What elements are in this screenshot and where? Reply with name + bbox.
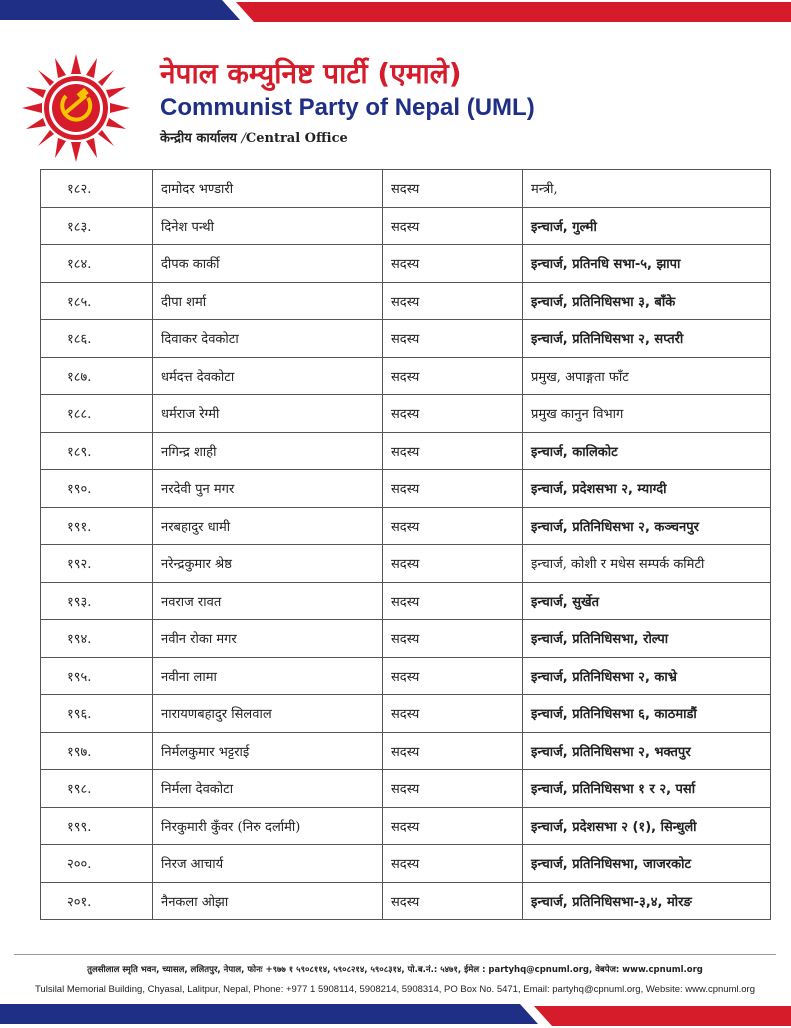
member-name: निरज आचार्य [153,845,383,883]
member-role: सदस्य [383,807,523,845]
member-role: सदस्य [383,732,523,770]
member-responsibility: इन्चार्ज, प्रतिनिधिसभा २, भक्तपुर [523,732,771,770]
table-row [41,170,771,208]
row-number: २००. [41,845,153,883]
member-responsibility: इन्चार्ज, कालिकोट [523,432,771,470]
member-responsibility: इन्चार्ज, प्रतिनिधिसभा २, काभ्रे [523,657,771,695]
row-number: १९८. [41,770,153,808]
table-row [41,432,771,470]
member-responsibility: इन्चार्ज, प्रतिनिधिसभा २, कञ्चनपुर [523,507,771,545]
member-role: सदस्य [383,620,523,658]
table-row [41,732,771,770]
member-name: नरबहादुर धामी [153,507,383,545]
member-role: सदस्य [383,507,523,545]
footer-address-english: Tulsilal Memorial Building, Chyasal, Lalitpur, Nepal, Phone: +977 1 5908114, 5908214, 5908314, PO Box No. 5471, Email: partyhq@cpnuml.org, Website: www.cpnuml.org [34,984,755,995]
footer-divider [14,954,776,955]
table-row [41,582,771,620]
table-row [41,807,771,845]
member-role: सदस्य [383,582,523,620]
member-responsibility: इन्चार्ज, प्रतिनिधिसभा ६, काठमाडौं [523,695,771,733]
member-name: नवीन रोका मगर [153,620,383,658]
members-table [40,169,771,920]
row-number: २०१. [41,882,153,920]
bottom-color-band [0,1004,791,1028]
member-responsibility: इन्चार्ज, सुर्खेत [523,582,771,620]
row-number: १९३. [41,582,153,620]
row-number: १९१. [41,507,153,545]
footer-address-nepali: तुलसीलाल स्मृति भवन, च्यासल, ललितपुर, नेपाल, फोनः +९७७ १ ५९०८११४, ५९०८२१४, ५९०८३१४, पो.ब.नं.: ५४७१, ईमेल : partyhq@cpnuml.org, वेबपेज: www.cpnuml.org [87,965,703,975]
member-responsibility: इन्चार्ज, कोशी र मधेस सम्पर्क कमिटी [523,545,771,583]
member-responsibility: इन्चार्ज, प्रतिनिधिसभा-३,४, मोरङ [523,882,771,920]
row-number: १९२. [41,545,153,583]
member-responsibility: प्रमुख कानुन विभाग [523,395,771,433]
row-number: १९६. [41,695,153,733]
table-row [41,470,771,508]
table-row [41,357,771,395]
member-name: नारायणबहादुर सिलवाल [153,695,383,733]
member-role: सदस्य [383,470,523,508]
member-role: सदस्य [383,395,523,433]
members-table-body [41,170,771,920]
table-row [41,882,771,920]
row-number: १९४. [41,620,153,658]
party-name-english: Communist Party of Nepal (UML) [160,94,535,121]
member-role: सदस्य [383,845,523,883]
member-name: नरेन्द्रकुमार श्रेष्ठ [153,545,383,583]
table-row [41,657,771,695]
member-responsibility: इन्चार्ज, प्रदेशसभा २, म्याग्दी [523,470,771,508]
row-number: १९०. [41,470,153,508]
member-name: धर्मदत्त देवकोटा [153,357,383,395]
member-responsibility: इन्चार्ज, गुल्मी [523,207,771,245]
member-name: नवराज रावत [153,582,383,620]
row-number: १८५. [41,282,153,320]
member-name: दामोदर भण्डारी [153,170,383,208]
member-name: निर्मला देवकोटा [153,770,383,808]
row-number: १९५. [41,657,153,695]
row-number: १८९. [41,432,153,470]
table-row [41,770,771,808]
top-color-band [0,0,791,24]
row-number: १८४. [41,245,153,283]
member-responsibility: प्रमुख, अपाङ्गता फाँट [523,357,771,395]
table-row [41,620,771,658]
member-name: दिवाकर देवकोटा [153,320,383,358]
member-name: निर्मलकुमार भट्टराई [153,732,383,770]
member-responsibility: इन्चार्ज, प्रतिनिधिसभा, जाजरकोट [523,845,771,883]
table-row [41,282,771,320]
member-name: नवीना लामा [153,657,383,695]
member-role: सदस्य [383,207,523,245]
row-number: १८२. [41,170,153,208]
member-role: सदस्य [383,282,523,320]
office-english: Central Office [245,131,348,146]
member-role: सदस्य [383,545,523,583]
row-number: १८८. [41,395,153,433]
member-responsibility: इन्चार्ज, प्रतिनिधिसभा ३, बाँके [523,282,771,320]
member-responsibility: इन्चार्ज, प्रतिनिधिसभा १ र २, पर्सा [523,770,771,808]
member-name: दिनेश पन्थी [153,207,383,245]
member-role: सदस्य [383,245,523,283]
member-responsibility: इन्चार्ज, प्रतिनधि सभा-५, झापा [523,245,771,283]
member-role: सदस्य [383,657,523,695]
table-row [41,545,771,583]
table-row [41,845,771,883]
member-role: सदस्य [383,695,523,733]
member-role: सदस्य [383,357,523,395]
member-name: दीपक कार्की [153,245,383,283]
member-name: नैनकला ओझा [153,882,383,920]
table-row [41,695,771,733]
member-name: नगिन्द्र शाही [153,432,383,470]
row-number: १९९. [41,807,153,845]
row-number: १८७. [41,357,153,395]
member-responsibility: इन्चार्ज, प्रतिनिधिसभा २, सप्तरी [523,320,771,358]
member-role: सदस्य [383,770,523,808]
member-name: दीपा शर्मा [153,282,383,320]
member-role: सदस्य [383,882,523,920]
party-name-nepali: नेपाल कम्युनिष्ट पार्टी (एमाले) [160,57,462,90]
member-role: सदस्य [383,320,523,358]
office-nepali: केन्द्रीय कार्यालय [160,131,237,146]
table-row [41,395,771,433]
office-separator: / [241,131,246,146]
party-logo [22,54,130,162]
member-role: सदस्य [383,432,523,470]
member-responsibility: मन्त्री, [523,170,771,208]
table-row [41,245,771,283]
row-number: १८३. [41,207,153,245]
table-row [41,320,771,358]
members-table-container [40,169,770,920]
row-number: १९७. [41,732,153,770]
member-role: सदस्य [383,170,523,208]
member-name: धर्मराज रेग्मी [153,395,383,433]
member-name: नरदेवी पुन मगर [153,470,383,508]
member-name: निरकुमारी कुँवर (निरु दर्लामी) [153,807,383,845]
table-row [41,507,771,545]
member-responsibility: इन्चार्ज, प्रदेशसभा २ (१), सिन्धुली [523,807,771,845]
office-subtitle [160,128,348,146]
table-row [41,207,771,245]
member-responsibility: इन्चार्ज, प्रतिनिधिसभा, रोल्पा [523,620,771,658]
row-number: १८६. [41,320,153,358]
